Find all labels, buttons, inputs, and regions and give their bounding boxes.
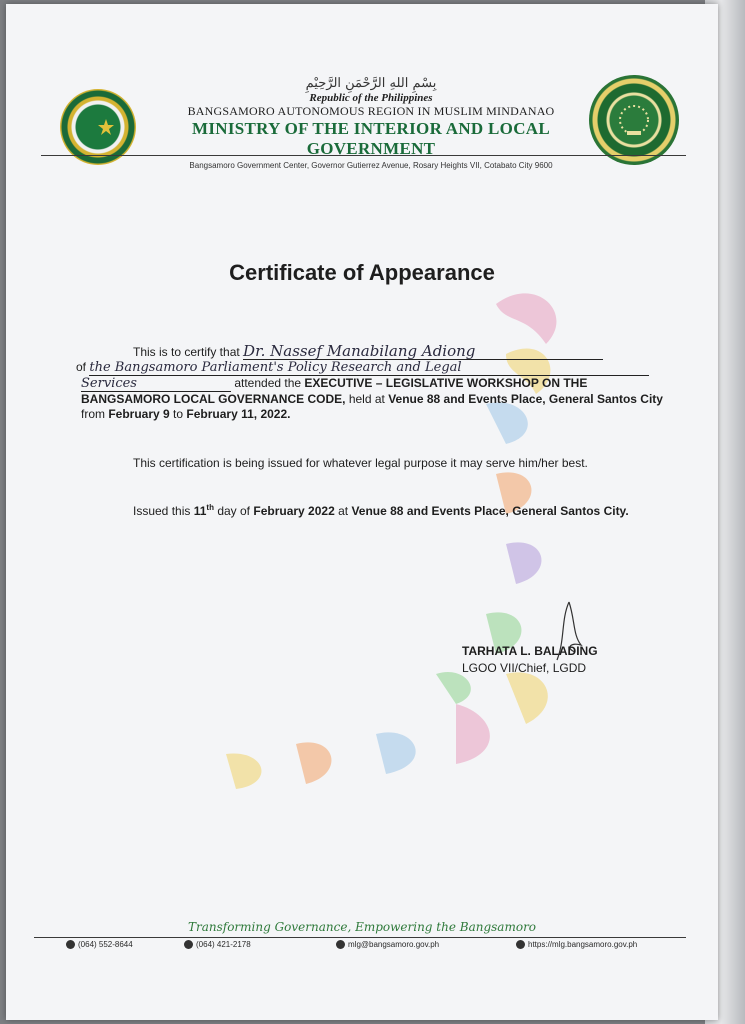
- certify-lead: This is to certify that: [133, 345, 240, 359]
- issued-lead: Issued this: [133, 504, 191, 518]
- signatory-position: LGOO VII/Chief, LGDD: [462, 661, 587, 675]
- contact-website: [516, 940, 637, 949]
- region-line: BANGSAMORO AUTONOMOUS REGION IN MUSLIM MINDANAO: [187, 104, 555, 118]
- from-text: from: [81, 407, 105, 421]
- issued-place: Venue 88 and Events Place, General Santos City.: [351, 504, 629, 518]
- email-icon: [336, 940, 345, 949]
- held-at-text: held at: [348, 392, 385, 406]
- issued-month: February 2022: [253, 504, 335, 518]
- of-word: of: [76, 360, 87, 374]
- email-text: mlg@bangsamoro.gov.ph: [348, 940, 440, 949]
- purpose-paragraph: This certification is being issued for whatever legal purpose it may serve him/her best.: [133, 456, 588, 470]
- start-date: February 9: [108, 407, 170, 421]
- barmm-seal-icon: [60, 89, 136, 165]
- venue-text: Venue 88 and Events Place, General Santos City: [388, 392, 663, 406]
- certification-paragraph: [76, 342, 666, 422]
- contact-phone-2: [184, 940, 251, 949]
- contact-phone-1: [66, 940, 133, 949]
- basmala-text: بِسْمِ اللهِ الرَّحْمَنِ الرَّحِيْمِ: [305, 76, 437, 91]
- ministry-seal-icon: [589, 75, 679, 165]
- issued-day: 11: [193, 504, 207, 518]
- phone-1-text: (064) 552-8644: [78, 940, 133, 949]
- website-text: https://mlg.bangsamoro.gov.ph: [528, 940, 638, 949]
- handwritten-organization: the Bangsamoro Parliament's Policy Research and Legal: [89, 360, 649, 376]
- signatory-name: TARHATA L. BALADING: [462, 644, 598, 658]
- phone-icon: [66, 940, 75, 949]
- end-date: February 11, 2022.: [186, 407, 291, 421]
- handwritten-name: Dr. Nassef Manabilang Adiong: [243, 344, 603, 360]
- issued-paragraph: [81, 500, 666, 519]
- phone-icon: [184, 940, 193, 949]
- footer-divider: [34, 937, 686, 938]
- ministry-name: MINISTRY OF THE INTERIOR AND LOCAL GOVERNMENT: [191, 119, 550, 158]
- certificate-page: [6, 4, 718, 1020]
- at-text: at: [338, 504, 349, 518]
- ministry-address: Bangsamoro Government Center, Governor Gutierrez Avenue, Rosary Heights VII, Cotabato City 9600: [189, 161, 553, 170]
- header-divider: [41, 155, 686, 156]
- republic-line: Republic of the Philippines: [309, 92, 433, 104]
- to-text: to: [173, 407, 184, 421]
- globe-icon: [516, 940, 525, 949]
- certificate-title: Certificate of Appearance: [229, 260, 495, 285]
- handwritten-organization-cont: Services: [81, 376, 231, 392]
- phone-2-text: (064) 421-2178: [196, 940, 251, 949]
- attended-text: attended the: [234, 376, 302, 390]
- event-name: EXECUTIVE – LEGISLATIVE WORKSHOP ON THE BANGSAMORO LOCAL GOVERNANCE CODE,: [81, 376, 588, 406]
- footer-tagline: Transforming Governance, Empowering the Bangsamoro: [187, 920, 537, 934]
- day-of-text: day of: [217, 504, 251, 518]
- signature-scribble-icon: [551, 600, 591, 670]
- contact-email: [336, 940, 439, 949]
- day-suffix: th: [206, 503, 214, 512]
